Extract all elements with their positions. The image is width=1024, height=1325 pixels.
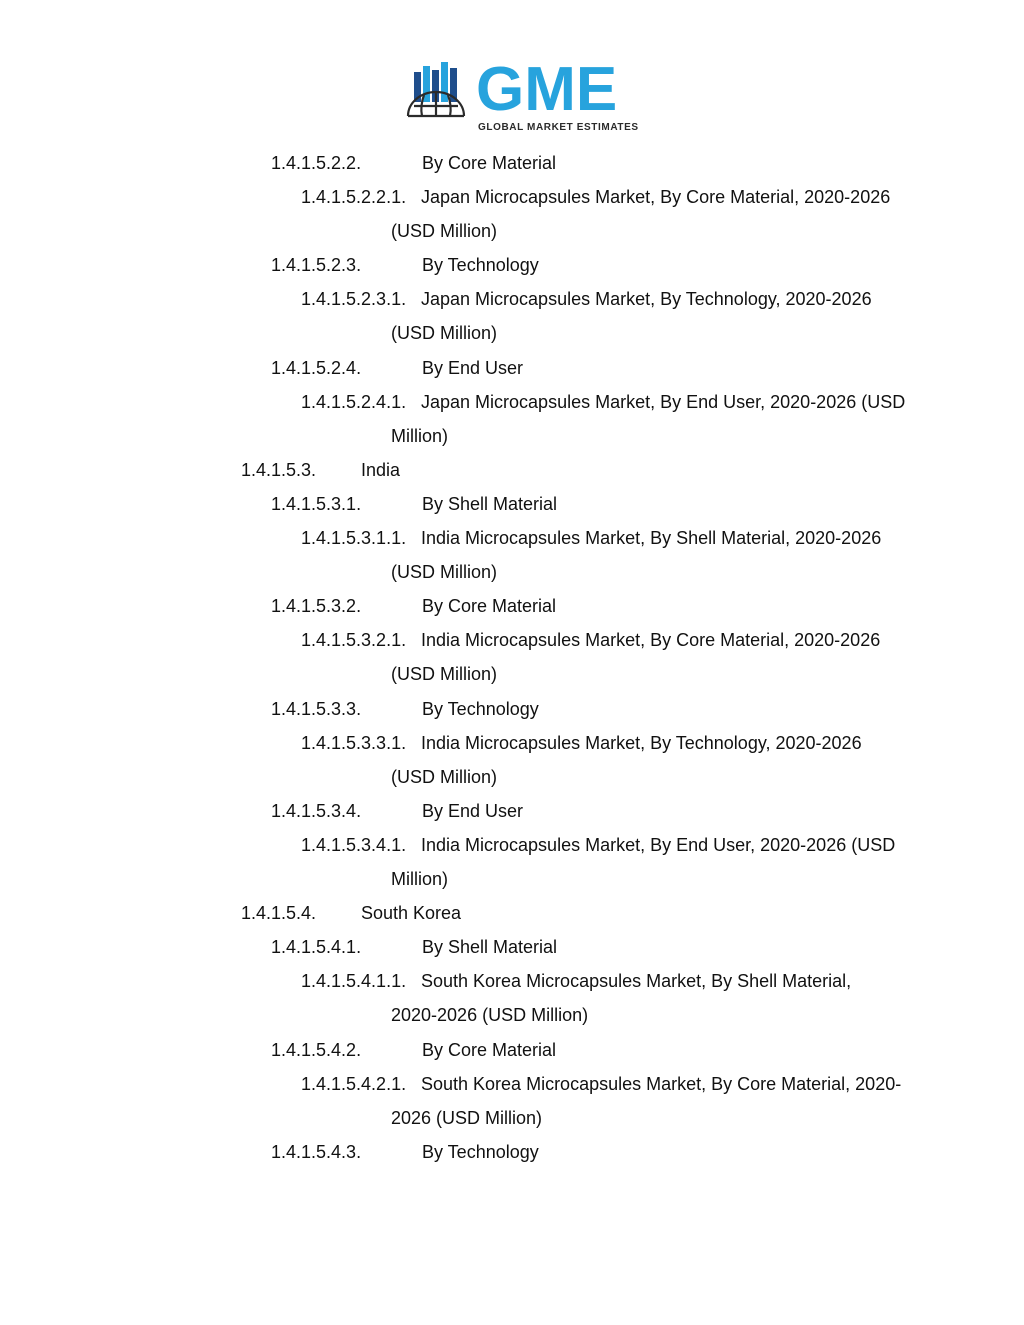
toc-entry-continuation: Million) <box>391 869 449 889</box>
toc-entry-continuation: (USD Million) <box>391 562 498 582</box>
toc-entry-title: India Microcapsules Market, By Shell Material, 2020-2026 <box>421 528 882 548</box>
toc-entry-continuation: (USD Million) <box>391 767 498 787</box>
toc-entry-title: By Core Material <box>422 596 557 616</box>
toc-entry-number: 1.4.1.5.3.2. <box>271 596 362 616</box>
toc-entry-number: 1.4.1.5.4.2.1. <box>301 1074 407 1094</box>
toc-entry-title: South Korea Microcapsules Market, By Shell Material, <box>421 971 852 991</box>
toc-entry-title: India Microcapsules Market, By Technology, 2020-2026 <box>421 733 862 753</box>
toc-entry-continuation: Million) <box>391 426 449 446</box>
toc-entry-continuation: 2020-2026 (USD Million) <box>391 1005 589 1025</box>
toc-entry-title: By Technology <box>422 1142 539 1162</box>
toc-entry-title: India Microcapsules Market, By End User, 2020-2026 (USD <box>421 835 896 855</box>
toc-entry-number: 1.4.1.5.3.2.1. <box>301 630 407 650</box>
logo-tagline: GLOBAL MARKET ESTIMATES <box>478 122 639 133</box>
toc-entry-number: 1.4.1.5.3.1.1. <box>301 528 407 548</box>
toc-entry-number: 1.4.1.5.2.2.1. <box>301 187 407 207</box>
toc-entry-number: 1.4.1.5.4.2. <box>271 1040 362 1060</box>
toc-entry-number: 1.4.1.5.3.1. <box>271 494 362 514</box>
toc-entry-number: 1.4.1.5.2.2. <box>271 153 362 173</box>
toc-entry-title: By Technology <box>422 255 539 275</box>
toc-entry-continuation: (USD Million) <box>391 221 498 241</box>
toc-entry-number: 1.4.1.5.3.4.1. <box>301 835 407 855</box>
toc-entry-continuation: 2026 (USD Million) <box>391 1108 543 1128</box>
toc-entry-number: 1.4.1.5.4.1.1. <box>301 971 407 991</box>
toc-entry-number: 1.4.1.5.4.3. <box>271 1142 362 1162</box>
toc-entry-number: 1.4.1.5.3.3.1. <box>301 733 407 753</box>
toc-entry-title: By Technology <box>422 699 539 719</box>
toc-entry-title: South Korea <box>361 903 462 923</box>
toc-entry-number: 1.4.1.5.2.4. <box>271 358 362 378</box>
toc-entry-title: Japan Microcapsules Market, By Technology, 2020-2026 <box>421 289 872 309</box>
toc-entry-number: 1.4.1.5.2.3.1. <box>301 289 407 309</box>
toc-entry-number: 1.4.1.5.2.3. <box>271 255 362 275</box>
toc-entry-title: By End User <box>422 801 524 821</box>
toc-entry-number: 1.4.1.5.2.4.1. <box>301 392 407 412</box>
toc-entry-continuation: (USD Million) <box>391 664 498 684</box>
toc-entry-number: 1.4.1.5.4. <box>241 903 317 923</box>
toc-entry-title: India Microcapsules Market, By Core Material, 2020-2026 <box>421 630 881 650</box>
toc-entry-title: By End User <box>422 358 524 378</box>
toc-entry-title: By Shell Material <box>422 494 558 514</box>
toc-entry-number: 1.4.1.5.4.1. <box>271 937 362 957</box>
toc-entry-title: By Shell Material <box>422 937 558 957</box>
toc-entry-title: South Korea Microcapsules Market, By Core Material, 2020- <box>421 1074 902 1094</box>
logo-brand-text: GME <box>476 58 618 124</box>
toc-entry-title: India <box>361 460 401 480</box>
toc-entry-title: By Core Material <box>422 153 557 173</box>
toc-entry-continuation: (USD Million) <box>391 323 498 343</box>
toc-entry-title: Japan Microcapsules Market, By Core Material, 2020-2026 <box>421 187 891 207</box>
toc-entry-number: 1.4.1.5.3.3. <box>271 699 362 719</box>
toc-entry-title: By Core Material <box>422 1040 557 1060</box>
toc-entry-number: 1.4.1.5.3.4. <box>271 801 362 821</box>
toc-entry-title: Japan Microcapsules Market, By End User, 2020-2026 (USD <box>421 392 906 412</box>
toc-entry-number: 1.4.1.5.3. <box>241 460 317 480</box>
